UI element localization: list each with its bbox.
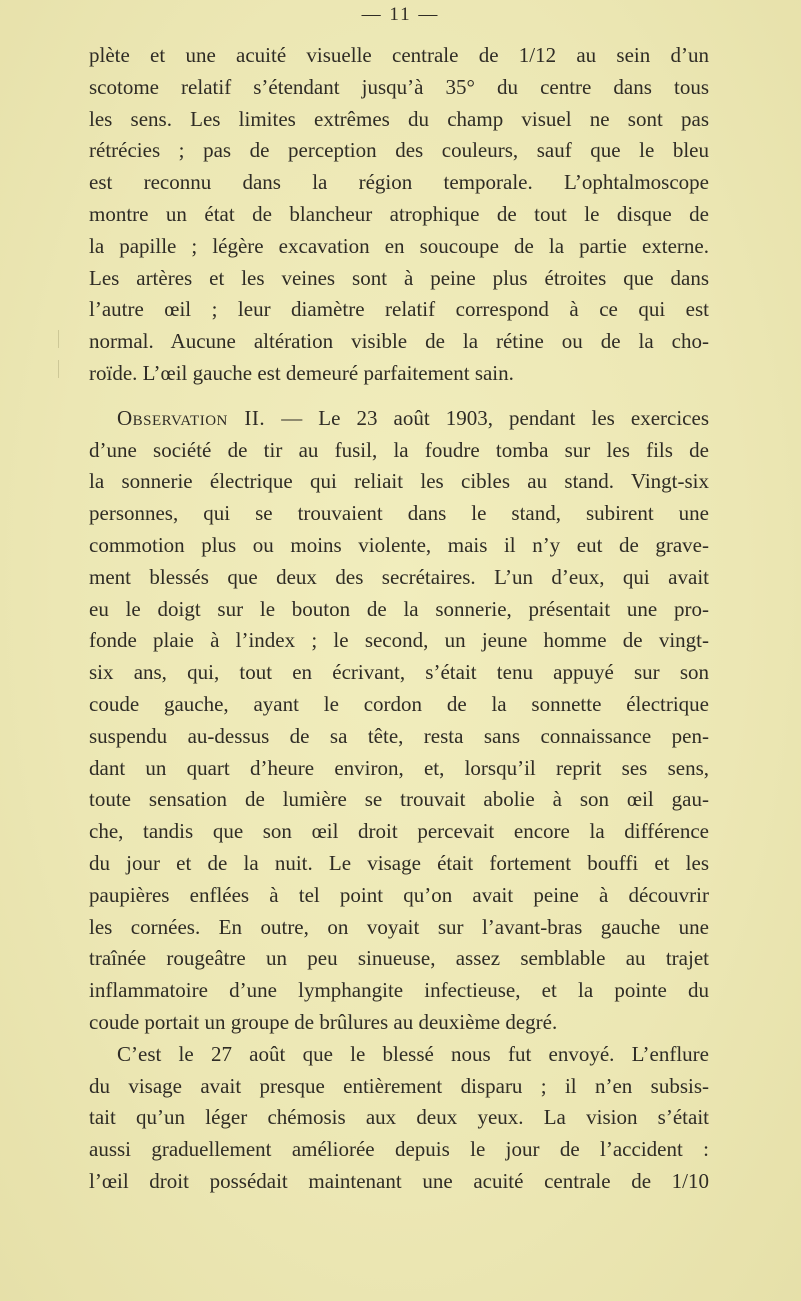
text-line: la sonnerie électrique qui reliait les cibles au stand. Vingt-six: [89, 469, 709, 494]
text-line: coude gauche, ayant le cordon de la sonnette électrique: [89, 691, 709, 716]
text-line: normal. Aucune altération visible de la rétine ou de la cho-: [89, 329, 709, 354]
text-line: inflammatoire d’une lymphangite infectieuse, et la pointe du: [89, 978, 709, 1003]
text-line: che, tandis que son œil droit percevait encore la différence: [89, 819, 709, 844]
text-line: dant un quart d’heure environ, et, lorsqu’il reprit ses sens,: [89, 755, 709, 780]
text-line: paupières enflées à tel point qu’on avait peine à découvrir: [89, 882, 709, 907]
text-line: scotome relatif s’étendant jusqu’à 35° du centre dans tous: [89, 74, 709, 99]
text-line: suspendu au-dessus de sa tête, resta sans connaissance pen-: [89, 723, 709, 748]
margin-mark: [58, 360, 65, 378]
text-line: du visage avait presque entièrement disparu ; il n’en subsis-: [89, 1073, 709, 1098]
body-text: [89, 40, 709, 1198]
text-line: l’œil droit possédait maintenant une acuité centrale de 1/10: [89, 1168, 709, 1193]
paragraph-1: [89, 40, 709, 390]
text-line: les cornées. En outre, on voyait sur l’avant-bras gauche une: [89, 914, 709, 939]
paragraph-2: [89, 403, 709, 1039]
text-line: les sens. Les limites extrêmes du champ visuel ne sont pas: [89, 106, 709, 131]
text-line: aussi graduellement améliorée depuis le jour de l’accident :: [89, 1137, 709, 1162]
observation-heading: Observation II.: [117, 405, 266, 430]
text-line: [89, 403, 709, 435]
text-line: traînée rougeâtre un peu sinueuse, assez semblable au trajet: [89, 946, 709, 971]
text-line: la papille ; légère excavation en soucoupe de la partie externe.: [89, 233, 709, 258]
text-line: toute sensation de lumière se trouvait abolie à son œil gau-: [89, 787, 709, 812]
text-line: plète et une acuité visuelle centrale de 1/12 au sein d’un: [89, 43, 709, 67]
text-line: personnes, qui se trouvaient dans le stand, subirent une: [89, 501, 709, 526]
paragraph-3: [89, 1039, 709, 1198]
text-line: C’est le 27 août que le blessé nous fut envoyé. L’enflure: [117, 1041, 709, 1066]
text-line: commotion plus ou moins violente, mais il n’y eut de grave-: [89, 532, 709, 557]
text-line: six ans, qui, tout en écrivant, s’était tenu appuyé sur son: [89, 660, 709, 685]
text-line: l’autre œil ; leur diamètre relatif correspond à ce qui est: [89, 297, 709, 322]
heading-continuation: — Le 23 août 1903, pendant les exercices: [265, 405, 709, 430]
text-line: rétrécies ; pas de perception des couleurs, sauf que le bleu: [89, 138, 709, 163]
text-line: montre un état de blancheur atrophique de tout le disque de: [89, 201, 709, 226]
text-line: tait qu’un léger chémosis aux deux yeux. La vision s’était: [89, 1105, 709, 1130]
text-line: roïde. L’œil gauche est demeuré parfaitement sain.: [89, 360, 514, 385]
paragraph-gap: [89, 390, 709, 403]
text-line: est reconnu dans la région temporale. L’ophtalmoscope: [89, 170, 709, 195]
page-number: — 11 —: [361, 4, 440, 25]
text-line: du jour et de la nuit. Le visage était fortement bouffi et les: [89, 850, 709, 875]
text-line: Les artères et les veines sont à peine plus étroites que dans: [89, 265, 709, 290]
text-line: fonde plaie à l’index ; le second, un jeune homme de vingt-: [89, 628, 709, 653]
text-line: eu le doigt sur le bouton de la sonnerie, présentait une pro-: [89, 596, 709, 621]
margin-mark: [58, 330, 65, 348]
text-line: ment blessés que deux des secrétaires. L’un d’eux, qui avait: [89, 564, 709, 589]
text-line: coude portait un groupe de brûlures au deuxième degré.: [89, 1009, 558, 1034]
text-line: d’une société de tir au fusil, la foudre tomba sur les fils de: [89, 437, 709, 462]
